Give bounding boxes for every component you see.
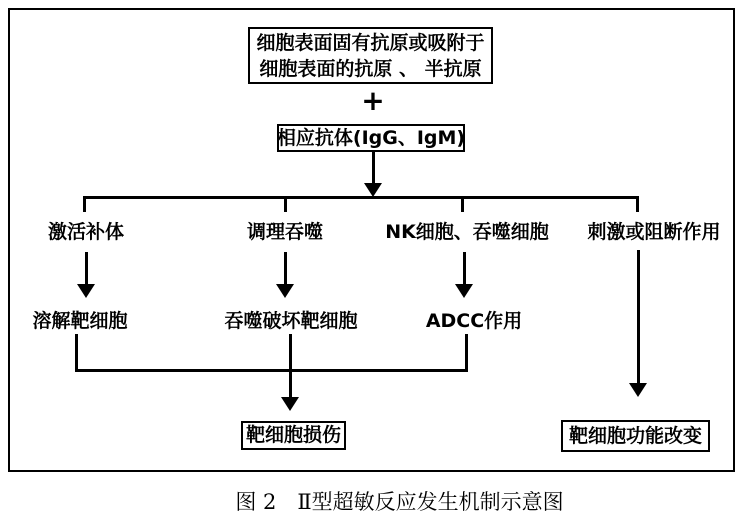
- arrow-antibody-to-branches-stem: [372, 152, 375, 184]
- arrow-nk-head-icon: [455, 284, 473, 298]
- arrow-nk-stem: [463, 252, 466, 285]
- figure-caption: 图 2 Ⅱ型超敏反应发生机制示意图: [235, 490, 564, 514]
- label-stimulate-or-block: 刺激或阻断作用: [587, 221, 721, 243]
- arrow-opsonization-stem: [284, 252, 287, 285]
- label-activate-complement: 激活补体: [47, 221, 124, 243]
- arrow-to-damage-head-icon: [281, 397, 299, 411]
- arrow-stimulate-block-head-icon: [629, 383, 647, 397]
- branch-rail-top: [83, 196, 639, 199]
- branch-stub-1: [83, 196, 86, 212]
- antigen-box-line2: 细胞表面的抗原 、 半抗原: [259, 57, 482, 80]
- arrow-complement-stem: [85, 252, 88, 285]
- plus-sign: +: [361, 84, 385, 117]
- label-lyse-target-cell: 溶解靶细胞: [32, 310, 128, 332]
- arrow-to-damage-stem: [289, 334, 292, 398]
- arrow-antibody-to-branches-head-icon: [364, 183, 382, 197]
- converge-left-line: [75, 334, 78, 372]
- target-cell-function-change-box: 靶细胞功能改变: [561, 420, 710, 452]
- arrow-stimulate-block-stem: [637, 250, 640, 384]
- antigen-box: [248, 27, 493, 84]
- label-nk-phagocyte-cells: NK细胞、吞噬细胞: [385, 221, 549, 243]
- arrow-opsonization-head-icon: [276, 284, 294, 298]
- label-adcc-effect: ADCC作用: [425, 310, 523, 332]
- antigen-box-line1: 细胞表面固有抗原或吸附于: [256, 31, 485, 54]
- target-cell-damage-box: 靶细胞损伤: [241, 421, 346, 450]
- converge-right-line: [465, 334, 468, 372]
- converge-rail: [75, 369, 468, 372]
- arrow-complement-head-icon: [77, 284, 95, 298]
- label-opsonization: 调理吞噬: [246, 221, 323, 243]
- antibody-box: 相应抗体(IgG、IgM): [277, 124, 465, 152]
- branch-stub-2: [284, 196, 287, 212]
- label-phagocytose-destroy-target: 吞噬破坏靶细胞: [224, 310, 358, 332]
- branch-stub-4: [636, 196, 639, 212]
- branch-stub-3: [461, 196, 464, 212]
